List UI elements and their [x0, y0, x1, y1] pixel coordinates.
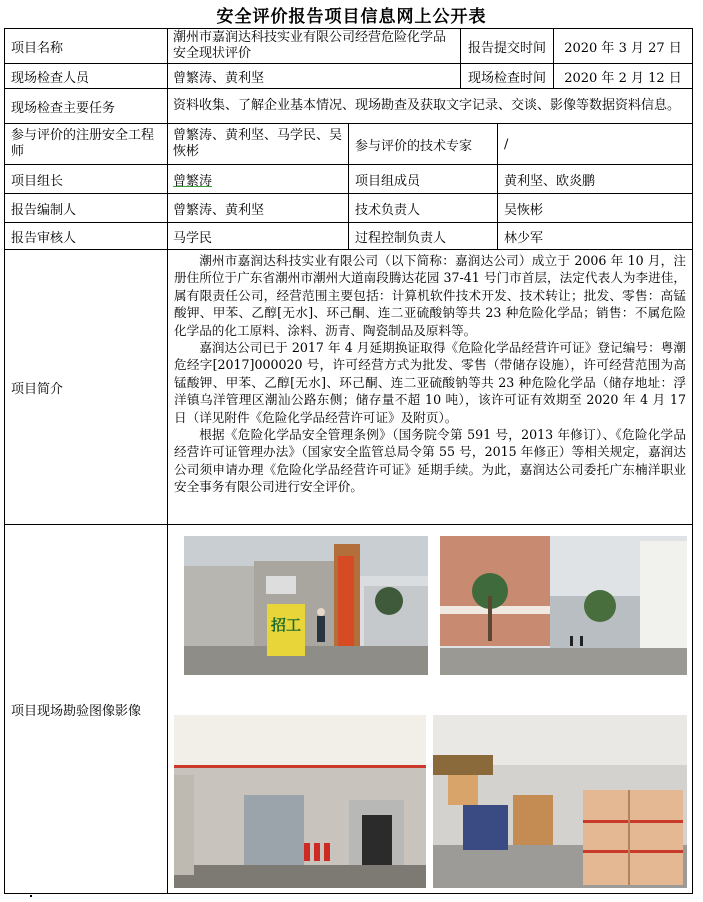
label-photos: 项目现场勘验图像影像 [4, 524, 168, 894]
photo-storage-interior [433, 715, 687, 888]
value-report-submit: 2020 年 3 月 27 日 [553, 28, 693, 64]
label-report-submit: 报告提交时间 [460, 28, 554, 64]
label-authors: 报告编制人 [4, 193, 168, 223]
label-experts: 参与评价的技术专家 [348, 123, 498, 165]
value-tasks: 资料收集、了解企业基本情况、现场勘查及获取文字记录、交谈、影像等数据资料信息。 [167, 88, 693, 124]
intro-paragraph-2: 嘉润达公司已于 2017 年 4 月延期换证取得《危险化学品经营许可证》登记编号：粤潮危经字[2017]000020 号，许可经营方式为批发、零售（带储存设施），许可经营范围为高锰酸钾、甲苯、乙醇[无水]、环己酮、连二亚硫酸钠等共 23 种危险化学品（储存地址：浮洋镇乌洋管理区潮汕公路东侧；储存量不超 10 吨），该许可证有效期至 2020 年 4 月 17 日（详见附件《危险化学品经营许可证》及附页）。 [174, 340, 686, 425]
label-process-lead: 过程控制负责人 [348, 222, 498, 250]
value-members: 黄利坚、欧炎鹏 [497, 164, 693, 194]
value-inspect-time: 2020 年 2 月 12 日 [553, 63, 693, 89]
label-intro: 项目简介 [4, 249, 168, 525]
value-project-name: 潮州市嘉润达科技实业有限公司经营危险化学品安全现状评价 [167, 28, 461, 64]
intro-paragraph-3: 根据《危险化学品安全管理条例》（国务院令第 591 号，2013 年修订）、《危险化学品经营许可证管理办法》（国家安全监管总局令第 55 号，2015 年修正）等相关规定，嘉润达公司须申请办理《危险化学品经营许可证》延期手续。为此，嘉润达公司委托广东楠洋职业安全事务有限公司进行安全评价。 [174, 427, 686, 495]
photos-cell [167, 524, 693, 894]
value-engineers: 曾繁涛、黄利坚、马学民、吴恢彬 [167, 123, 349, 165]
photo-factory-gate [184, 536, 428, 675]
photo-warehouse-entrance [174, 715, 426, 888]
value-tech-lead: 吴恢彬 [497, 193, 693, 223]
value-experts: / [497, 123, 693, 165]
label-engineers: 参与评价的注册安全工程师 [4, 123, 168, 165]
label-inspectors: 现场检查人员 [4, 63, 168, 89]
value-leader [167, 164, 349, 194]
value-reviewer: 马学民 [167, 222, 349, 250]
recruit-sign-text: 招工 [270, 616, 302, 634]
label-reviewer: 报告审核人 [4, 222, 168, 250]
photo-warehouse-exterior [440, 536, 687, 675]
value-intro [167, 249, 693, 525]
label-tasks: 现场检查主要任务 [4, 88, 168, 124]
label-project-name: 项目名称 [4, 28, 168, 64]
label-members: 项目组成员 [348, 164, 498, 194]
page-mark [30, 895, 32, 897]
value-authors: 曾繁涛、黄利坚 [167, 193, 349, 223]
label-inspect-time: 现场检查时间 [460, 63, 554, 89]
table-canvas [4, 28, 693, 894]
label-tech-lead: 技术负责人 [348, 193, 498, 223]
value-inspectors: 曾繁涛、黄利坚 [167, 63, 461, 89]
page-title: 安全评价报告项目信息网上公开表 [216, 7, 487, 27]
label-leader: 项目组长 [4, 164, 168, 194]
leader-name: 曾繁涛 [173, 173, 213, 189]
intro-paragraph-1: 潮州市嘉润达科技实业有限公司（以下简称：嘉润达公司）成立于 2006 年 10 月，注册住所位于广东省潮州市潮州大道南段腾达花园 37-41 号门市首层，法定代表人为李进佳，属有限责任公司，经营范围主要包括：计算机软件技术开发、技术转让；批发、零售：高锰酸钾、甲苯、乙醇[无水]、环己酮、连二亚硫酸钠等共 23 种危险化学品；销售：不属危险化学品的化工原料、涂料、沥青、陶瓷制品及原料等。 [174, 253, 686, 338]
value-process-lead: 林少军 [497, 222, 693, 250]
